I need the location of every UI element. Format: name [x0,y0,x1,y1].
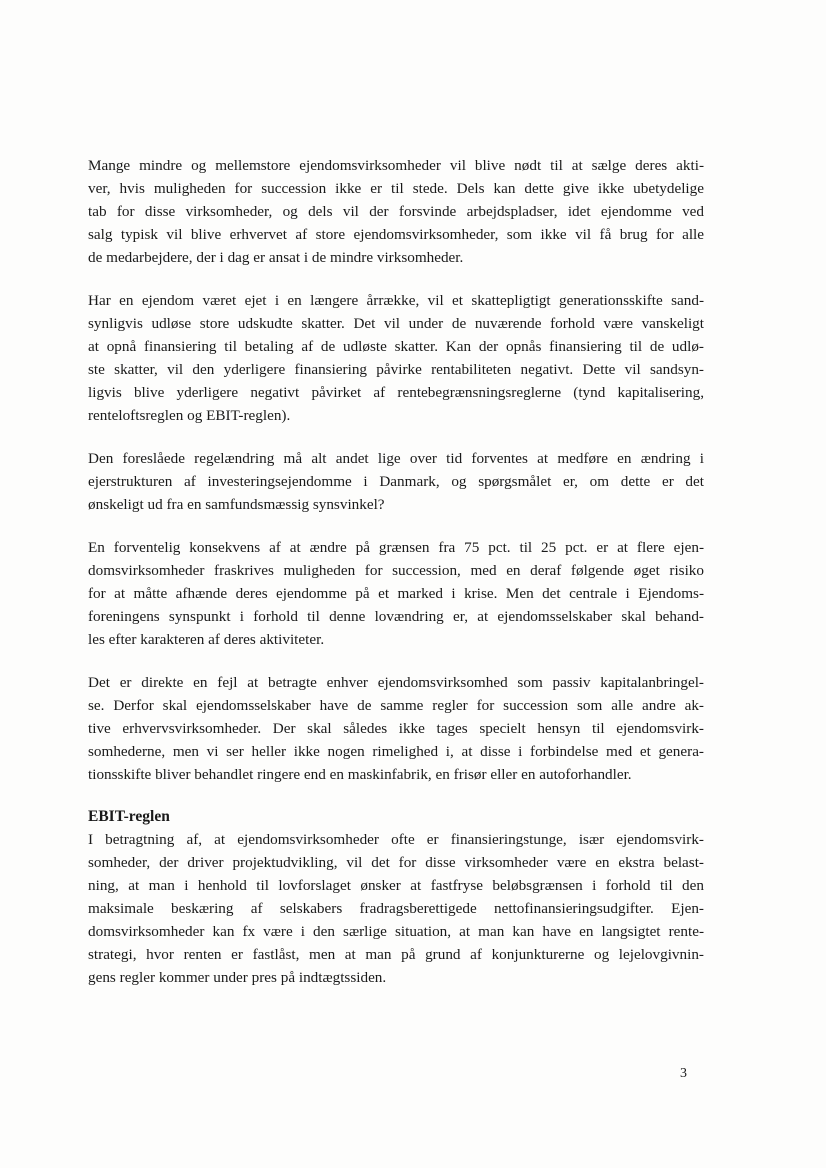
text-line: ver, hvis muligheden for succession ikke er til stede. Dels kan dette give ikke ubetydelige [88,180,704,197]
text-line: Det er direkte en fejl at betragte enhver ejendomsvirksomhed som passiv kapitalanbringel- [88,674,704,691]
text-line: les efter karakteren af deres aktiviteter. [88,631,325,648]
section-paragraph [88,828,704,989]
text-line: Mange mindre og mellemstore ejendomsvirksomheder vil blive nødt til at sælge deres akti- [88,157,704,174]
section-heading: EBIT-reglen [88,808,170,825]
text-line: Den foreslåede regelændring må alt andet lige over tid forventes at medføre en ændring i [88,450,704,467]
text-line: tive erhvervsvirksomheder. Der skal således ikke tages specielt hensyn til ejendomsvirk- [88,720,704,737]
page-number: 3 [680,1066,687,1081]
text-line: maksimale beskæring af selskabers fradragsberettigede nettofinansieringsudgifter. Ejen- [88,900,704,917]
text-line: tab for disse virksomheder, og dels vil der forsvinde arbejdspladser, idet ejendomme ved [88,203,704,220]
text-line: ning, at man i henhold til lovforslaget ønsker at fastfryse beløbsgrænsen i forhold til den [88,877,704,894]
body-text [88,154,704,989]
text-line: gens regler kommer under pres på indtægtssiden. [88,969,387,986]
text-line: de medarbejdere, der i dag er ansat i de mindre virksomheder. [88,249,464,266]
text-line: renteloftsreglen og EBIT-reglen). [88,407,291,424]
text-line: Har en ejendom været ejet i en længere årrække, vil et skattepligtigt generationsskifte sand- [88,292,704,309]
text-line: En forventelig konsekvens af at ændre på grænsen fra 75 pct. til 25 pct. er at flere ejen- [88,539,704,556]
text-line: foreningens synspunkt i forhold til denne lovændring er, at ejendomsselskaber skal behand- [88,608,704,625]
text-line: somhederne, men vi ser heller ikke nogen rimelighed i, at disse i forbindelse med et genera- [88,743,704,760]
text-line: ste skatter, vil den yderligere finansiering påvirke rentabiliteten negativt. Dette vil sandsyn- [88,361,704,378]
text-line: for at måtte afhænde deres ejendomme på et marked i krise. Men det centrale i Ejendoms- [88,585,704,602]
paragraph-3 [88,447,704,516]
text-line: se. Derfor skal ejendomsselskaber have de samme regler for succession som alle andre ak- [88,697,704,714]
text-line: domsvirksomheder fraskrives muligheden for succession, med en deraf følgende øget risiko [88,562,704,579]
paragraph-4 [88,536,704,651]
text-line: ejerstrukturen af investeringsejendomme i Danmark, og spørgsmålet er, om dette er det [88,473,704,490]
paragraph-2 [88,289,704,427]
text-line: I betragtning af, at ejendomsvirksomheder ofte er finansieringstunge, især ejendomsvirk- [88,831,704,848]
text-line: tionsskifte bliver behandlet ringere end en maskinfabrik, en frisør eller en autoforhandler. [88,766,632,783]
text-line: at opnå finansiering til betaling af de udløste skatter. Kan der opnås finansiering til de udlø- [88,338,704,355]
paragraph-5 [88,671,704,786]
text-line: somheder, der driver projektudvikling, vil det for disse virksomheder være en ekstra belast- [88,854,704,871]
text-line: ligvis blive yderligere negativt påvirket af rentebegrænsningsreglerne (tynd kapitalisering, [88,384,704,401]
paragraph-1 [88,154,704,269]
text-line: ønskeligt ud fra en samfundsmæssig synsvinkel? [88,496,385,513]
text-line: salg typisk vil blive erhvervet af store ejendomsvirksomheder, som ikke vil få brug for alle [88,226,704,243]
text-line: domsvirksomheder kan fx være i den særlige situation, at man kan have en langsigtet rente- [88,923,704,940]
text-line: strategi, hvor renten er fastlåst, men at man på grund af konjunkturerne og lejelovgivnin- [88,946,704,963]
text-line: synligvis udløse store udskudte skatter. Det vil under de nuværende forhold være vanskeligt [88,315,704,332]
